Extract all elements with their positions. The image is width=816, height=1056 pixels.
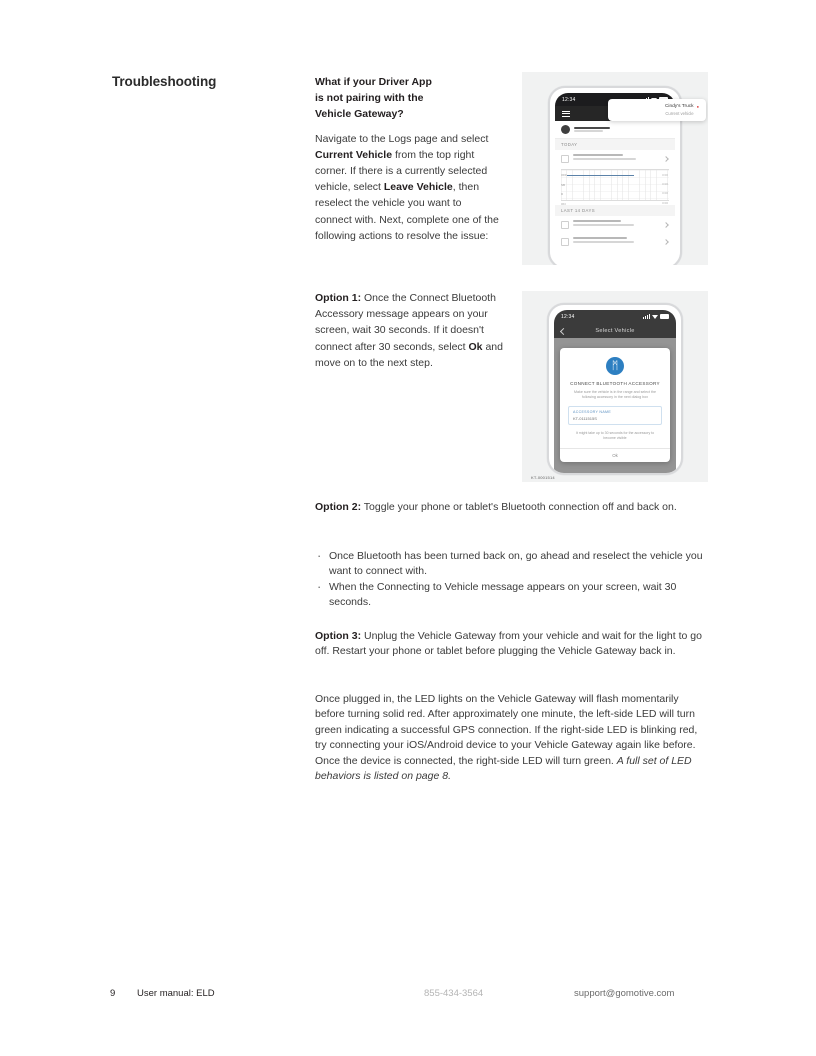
- cellular-signal-icon: [643, 314, 650, 319]
- dialog-title: CONNECT BLUETOOTH ACCESSORY: [570, 381, 660, 386]
- driver-name-placeholder: [574, 127, 610, 129]
- callout-vehicle-sub: Current vehicle: [665, 111, 694, 116]
- driver-status-row[interactable]: [555, 121, 675, 139]
- log-card-prev-1[interactable]: [555, 216, 675, 233]
- status-bar-time: 12:34: [561, 313, 575, 320]
- option-3-paragraph: [315, 629, 707, 660]
- footer-page-number: 9: [110, 988, 116, 999]
- log-date-placeholder: [573, 220, 621, 222]
- figure-logs-screen: [522, 72, 708, 265]
- option-3-block: [315, 629, 707, 660]
- question-line-1: What if your Driver App: [315, 76, 432, 88]
- bluetooth-glyph: ᛗ: [611, 359, 619, 372]
- option-1-bold-ok: Ok: [468, 340, 483, 353]
- graph-total-label: 0:00: [662, 200, 668, 205]
- intro-column: [315, 74, 501, 244]
- graph-right-labels: [662, 173, 668, 205]
- checkbox-icon[interactable]: [561, 221, 569, 229]
- checkbox-icon[interactable]: [561, 238, 569, 246]
- figure-footer-code: KT-0001514: [531, 475, 555, 480]
- section-label-today: TODAY: [555, 139, 675, 150]
- led-paragraph: [315, 692, 707, 784]
- status-bar-time: 12:34: [562, 96, 576, 103]
- intro-bold-leave-vehicle: Leave Vehicle: [383, 181, 453, 194]
- section-title: Troubleshooting: [112, 74, 217, 89]
- dialog-ok-button[interactable]: Ok: [560, 448, 670, 462]
- log-card-prev-2[interactable]: [555, 233, 675, 250]
- figure-bluetooth-dialog: [522, 291, 708, 482]
- dialog-note: It might take up to 30 seconds for the accessory to become visible: [575, 431, 655, 441]
- callout-badge-icon: ●: [696, 104, 699, 109]
- bluetooth-icon: [606, 357, 624, 375]
- log-date-placeholder: [573, 237, 627, 239]
- led-text: Once plugged in, the LED lights on the Vehicle Gateway will flash momentarily before turning solid red. After approximately one minute, the left-side LED will turn green indicating a successful GPS connection. If the right-side LED is blinking red, try connecting your iOS/Android device to your Vehicle Gateway again like before. Once the device is connected, the right-side LED will turn green.: [315, 693, 698, 767]
- question-line-2: is not pairing with the: [315, 92, 424, 105]
- question-heading: [315, 74, 501, 123]
- graph-y-label: ON: [561, 201, 566, 206]
- back-arrow-icon[interactable]: [560, 327, 567, 334]
- duty-status-line: [567, 175, 634, 176]
- app-nav-bar-select-vehicle: [554, 323, 676, 338]
- intro-bold-current-vehicle: Current Vehicle: [315, 148, 393, 161]
- footer-phone: 855-434-3564: [424, 988, 484, 999]
- callout-vehicle-name: Cindy's Truck: [664, 104, 694, 109]
- option-2-text: Toggle your phone or tablet's Bluetooth connection off and back on.: [361, 501, 677, 513]
- intro-text-3: , then reselect the vehicle you want to connect with. Next, complete one of the following actions to resolve the issue:: [315, 181, 499, 242]
- led-italic-note: A full set of LED behaviors is listed on page 8.: [315, 754, 692, 783]
- graph-y-axis-labels: [561, 173, 567, 206]
- list-item: · When the Connecting to Vehicle message appears on your screen, wait 30 seconds.: [315, 580, 707, 611]
- log-detail-placeholder: [573, 241, 634, 243]
- page-footer: [0, 988, 816, 1008]
- accessory-name-field[interactable]: [568, 406, 662, 425]
- log-card-today[interactable]: [555, 150, 675, 167]
- battery-icon: [660, 314, 669, 319]
- option-2-bullets: [315, 549, 707, 611]
- graph-total-label: 0:00: [662, 182, 668, 187]
- option-1-block: [315, 290, 505, 371]
- phone-mockup-bluetooth: [547, 303, 683, 475]
- footer-email: support@gomotive.com: [574, 988, 675, 999]
- bluetooth-dialog: [560, 348, 670, 462]
- accessory-name-label: ACCESSORY NAME: [573, 410, 612, 415]
- duty-status-graph: [561, 169, 669, 206]
- option-3-label: Option 3:: [315, 630, 362, 642]
- option-2-block: [315, 500, 707, 515]
- log-detail-placeholder: [573, 158, 636, 160]
- option-1-text-2: and move on to the next step.: [315, 340, 503, 369]
- hamburger-menu-icon[interactable]: [562, 111, 570, 117]
- led-behavior-block: [315, 692, 707, 784]
- avatar: [561, 125, 570, 134]
- checkbox-icon[interactable]: [561, 155, 569, 163]
- accessory-name-value: KT-0111515S: [573, 416, 597, 422]
- dialog-subtitle: Make sure the vehicle is in the range and select the following accessory in the next dialog box: [574, 390, 656, 400]
- current-vehicle-callout[interactable]: [608, 99, 706, 121]
- graph-total-label: 0:00: [662, 173, 668, 177]
- graph-y-label: OFF: [561, 173, 567, 177]
- nav-title-select-vehicle: Select Vehicle: [595, 327, 635, 334]
- section-label-last-days: LAST 14 DAYS: [555, 205, 675, 216]
- option-3-text: Unplug the Vehicle Gateway from your vehicle and wait for the light to go off. Restart your phone or tablet before plugging the Vehicle Gateway back in.: [315, 630, 702, 658]
- footer-doc-title: User manual: ELD: [137, 988, 215, 999]
- intro-text-1: Navigate to the Logs page and select: [315, 132, 489, 145]
- wifi-icon: [652, 315, 658, 319]
- option-2-paragraph: [315, 500, 707, 515]
- driver-status-placeholder: [574, 130, 603, 132]
- intro-text-2: from the top right corner. If there is a currently selected vehicle, select: [315, 148, 488, 194]
- option-2-label: Option 2:: [315, 501, 362, 513]
- intro-paragraph: [315, 131, 501, 244]
- option-1-text-1: Once the Connect Bluetooth Accessory message appears on your screen, wait 30 seconds. If it doesn't connect after 30 seconds, select: [315, 292, 496, 353]
- option-1-paragraph: [315, 290, 505, 371]
- log-date-placeholder: [573, 154, 623, 156]
- question-line-3: Vehicle Gateway?: [315, 108, 404, 121]
- option-1-label: Option 1:: [315, 292, 362, 304]
- graph-y-label: D: [561, 192, 564, 196]
- list-item: · Once Bluetooth has been turned back on, go ahead and reselect the vehicle you want to connect with.: [315, 549, 707, 580]
- graph-total-label: 0:00: [662, 191, 668, 196]
- status-bar: [554, 310, 676, 323]
- graph-y-label: SB: [561, 182, 566, 187]
- log-detail-placeholder: [573, 224, 634, 226]
